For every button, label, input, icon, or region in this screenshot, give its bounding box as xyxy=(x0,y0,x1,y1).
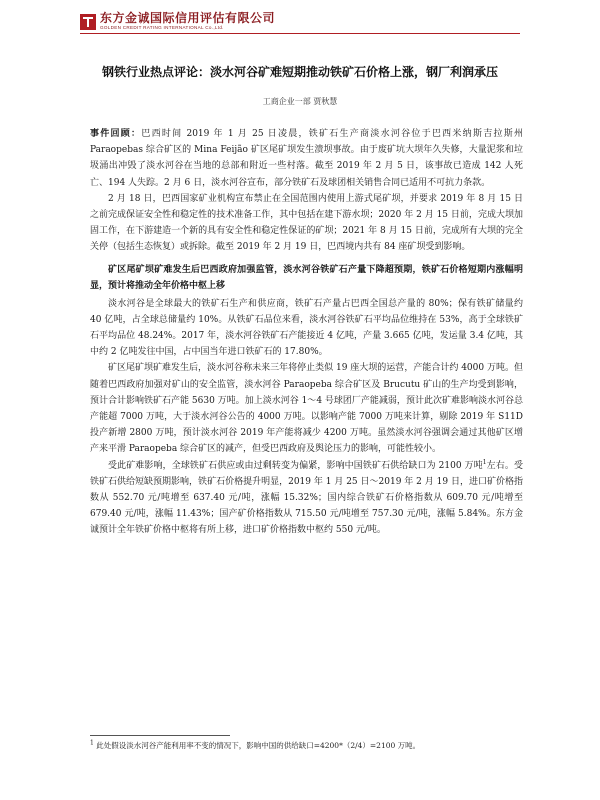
report-header xyxy=(80,12,275,31)
paragraph-regulation: 2 月 18 日，巴西国家矿业机构宣布禁止在全国范围内使用上游式尾矿坝，并要求 2019 年 8 月 15 日之前完成保证安全性和稳定性的技术准备工作，其中包括在建下游水坝；2020 年 2 月 15 日前，完成大坝加固工作，在下游建造一个新的具有安全性和稳定性保证的矿坝；2021 年 8 月 15 日前，完成所有大坝的完全关停（包括生态恢复）或拆除。截至 2019 年 2 月 19 日，巴西境内共有 84 座矿坝受到影响。 xyxy=(90,193,523,253)
document-body xyxy=(90,126,523,539)
section-subheading: 矿区尾矿坝矿难发生后巴西政府加强监管，淡水河谷铁矿石产量下降超预期，铁矿石价格短期内涨幅明显，预计将推动全年价格中枢上移 xyxy=(90,264,523,291)
footnote-mark: 1 xyxy=(90,739,94,747)
footnote-text: 此处假设淡水河谷产能利用率不变的情况下，影响中国的供给缺口=4200*（2/4）=2100 万吨。 xyxy=(93,741,421,750)
paragraph-text: 受此矿难影响，全球铁矿石供应或由过剩转变为偏紧，影响中国铁矿石供给缺口为 2100 万吨 xyxy=(108,460,483,471)
paragraph-text: 左右。受铁矿石供给短缺预期影响，铁矿石价格提升明显，2019 年 1 月 25 日～2019 年 2 月 19 日，进口矿价格指数从 552.70 元/吨增至 637.40 元/吨，涨幅 15.32%；国内综合铁矿石价格指数从 609.70 元/吨增至 679.40 元/吨，涨幅 11.43%；国产矿价格指数从 715.50 元/吨增至 757.30 元/吨，涨幅 5.84%。东方金诚预计全年铁矿价格中枢将有所上移，进口矿价格指数中枢约 550 元/吨。 xyxy=(90,460,523,536)
paragraph-capacity-impact: 矿区尾矿坝矿难发生后，淡水河谷称未来三年将停止类似 19 座大坝的运营，产能合计约 4000 万吨。但随着巴西政府加强对矿山的安全监管，淡水河谷 Paraopeba 综合矿区及 Brucutu 矿山的生产均受到影响，预计合计影响铁矿石产能 5630 万吨。加上淡水河谷 1～4 号球团厂产能减弱，预计此次矿难影响淡水河谷总产能超 7000 万吨，大于淡水河谷公告的 4000 万吨。以影响产能 7000 万吨来计算，剔除 2019 年 S11D 投产新增 2800 万吨，预计淡水河谷 2019 年产能将减少 4200 万吨。虽然淡水河谷强调会通过其他矿区增产来平滑 Paraopeba 综合矿区的减产，但受巴西政府及舆论压力的影响，可能性较小。 xyxy=(90,363,523,455)
event-review-label: 事件回顾： xyxy=(90,129,142,139)
company-logo-icon xyxy=(80,14,96,30)
footnote-reference[interactable]: 1 xyxy=(482,458,487,466)
logo-chinese-name: 东方金诚国际信用评估有限公司 xyxy=(100,11,276,25)
header-divider xyxy=(80,33,520,34)
footnote xyxy=(90,740,530,751)
paragraph-vale-overview: 淡水河谷是全球最大的铁矿石生产和供应商，铁矿石产量占巴西全国总产量的 80%；保有铁矿储量约 40 亿吨，占全球总储量约 10%。从铁矿石品位来看，淡水河谷铁矿石平均品位维持在 53%，高于全球铁矿石平均品位 48.24%。2017 年，淡水河谷铁矿石产能接近 4 亿吨，产量 3.665 亿吨，发运量 3.4 亿吨，其中约 2 亿吨发往中国，占中国当年进口铁矿石的 17.80%。 xyxy=(90,298,523,358)
document-title: 钢铁行业热点评论：淡水河谷矿难短期推动铁矿石价格上涨，钢厂利润承压 xyxy=(101,65,498,79)
company-logo-text xyxy=(100,12,275,31)
logo-english-name: GOLDEN CREDIT RATING INTERNATIONAL Co.,Ltd. xyxy=(100,25,224,30)
footnote-divider xyxy=(90,735,230,736)
paragraph-event-review xyxy=(90,126,523,191)
paragraph-price-impact xyxy=(90,458,523,539)
paragraph-text: 巴西时间 2019 年 1 月 25 日凌晨，铁矿石生产商淡水河谷位于巴西米纳斯吉拉斯州 Paraopebas 综合矿区的 Mina Feijão 矿区尾矿坝发生溃坝事故。由于废矿坑大坝年久失修，大量泥浆和垃圾涌出冲毁了淡水河谷在当地的总部和附近一些村落。截至 2019 年 2 月 5 日，该事故已造成 142 人死亡、194 人失踪。2 月 6 日，淡水河谷宣布，部分铁矿石及球团相关销售合同已适用不可抗力条款。 xyxy=(90,129,523,188)
document-author: 工商企业一部 贾秋慧 xyxy=(262,97,338,106)
